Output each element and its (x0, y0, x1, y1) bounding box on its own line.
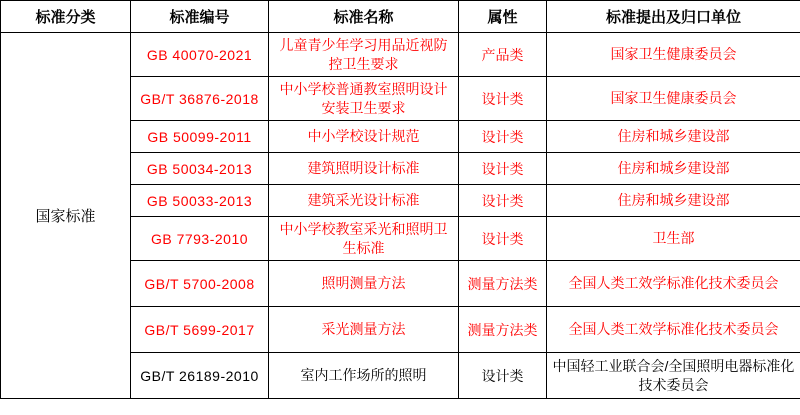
standard-organization: 中国轻工业联合会/全国照明电器标准化技术委员会 (547, 353, 800, 399)
standard-attribute: 设计类 (459, 121, 547, 153)
standard-organization: 住房和城乡建设部 (547, 153, 800, 185)
standard-attribute: 产品类 (459, 33, 547, 77)
standard-code: GB/T 36876-2018 (131, 77, 269, 121)
standard-organization: 全国人类工效学标准化技术委员会 (547, 307, 800, 353)
standard-name: 中小学校普通教室照明设计安装卫生要求 (269, 77, 459, 121)
standard-code: GB 7793-2010 (131, 217, 269, 261)
standard-organization: 住房和城乡建设部 (547, 185, 800, 217)
standard-name: 室内工作场所的照明 (269, 353, 459, 399)
standard-name: 儿童青少年学习用品近视防控卫生要求 (269, 33, 459, 77)
standard-code: GB 50099-2011 (131, 121, 269, 153)
standard-code: GB/T 26189-2010 (131, 353, 269, 399)
standard-name: 中小学校教室采光和照明卫生标准 (269, 217, 459, 261)
standard-organization: 住房和城乡建设部 (547, 121, 800, 153)
category-cell: 国家标准 (1, 33, 131, 399)
standard-name: 采光测量方法 (269, 307, 459, 353)
standard-name: 建筑采光设计标准 (269, 185, 459, 217)
standard-name: 中小学校设计规范 (269, 121, 459, 153)
column-header-organization: 标准提出及归口单位 (547, 1, 800, 33)
column-header-code: 标准编号 (131, 1, 269, 33)
table-row (1, 33, 800, 77)
standard-organization: 国家卫生健康委员会 (547, 77, 800, 121)
standard-code: GB 50034-2013 (131, 153, 269, 185)
standard-code: GB/T 5699-2017 (131, 307, 269, 353)
standard-attribute: 设计类 (459, 77, 547, 121)
table-body (1, 33, 800, 399)
table-header (1, 1, 800, 33)
standard-code: GB 40070-2021 (131, 33, 269, 77)
standard-attribute: 测量方法类 (459, 261, 547, 307)
table-header-row (1, 1, 800, 33)
column-header-attribute: 属性 (459, 1, 547, 33)
standard-organization: 国家卫生健康委员会 (547, 33, 800, 77)
standard-name: 建筑照明设计标准 (269, 153, 459, 185)
standard-code: GB/T 5700-2008 (131, 261, 269, 307)
standard-organization: 卫生部 (547, 217, 800, 261)
standard-code: GB 50033-2013 (131, 185, 269, 217)
standard-name: 照明测量方法 (269, 261, 459, 307)
standard-attribute: 设计类 (459, 185, 547, 217)
standard-attribute: 设计类 (459, 153, 547, 185)
column-header-name: 标准名称 (269, 1, 459, 33)
standard-organization: 全国人类工效学标准化技术委员会 (547, 261, 800, 307)
standard-attribute: 设计类 (459, 353, 547, 399)
column-header-category: 标准分类 (1, 1, 131, 33)
standard-attribute: 测量方法类 (459, 307, 547, 353)
standard-attribute: 设计类 (459, 217, 547, 261)
